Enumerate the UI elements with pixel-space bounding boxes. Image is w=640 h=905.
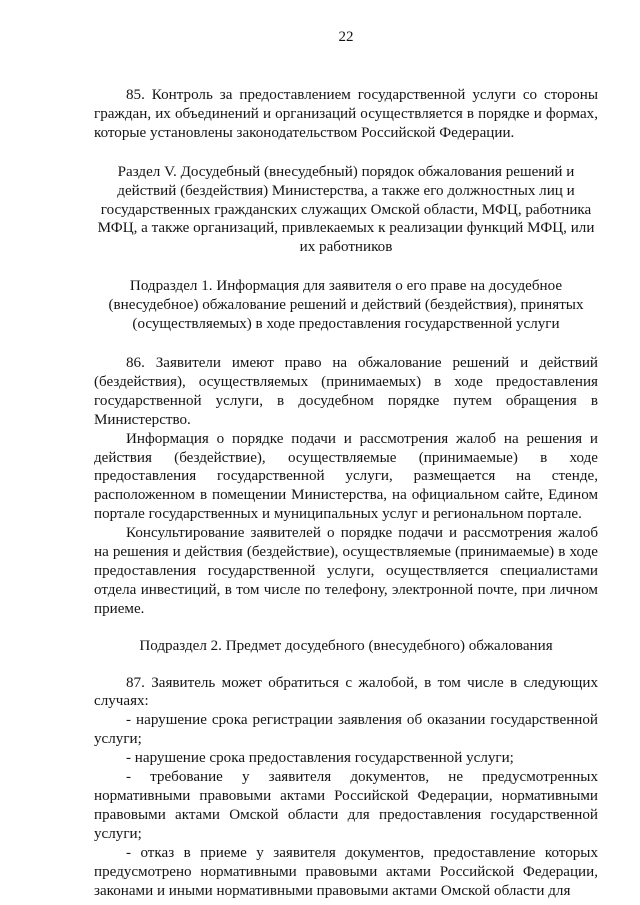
list-item: - нарушение срока предоставления государственной услуги;	[126, 750, 514, 767]
section-5-heading: Раздел V. Досудебный (внесудебный) порядок обжалования решений и действий (бездействия) Министерства, а также его должностных лиц и государственных гражданских служащих Омской области, МФЦ, работника МФЦ, а также организаций, привлекаемых к реализации функций МФЦ, или их работников	[97, 163, 595, 256]
list-item: - нарушение срока регистрации заявления об оказании государственной услуги;	[94, 712, 598, 748]
page-number: 22	[338, 29, 354, 45]
list-item: - требование у заявителя документов, не предусмотренных нормативными правовыми актами Российской Федерации, нормативными правовыми актами Омской области для предоставления государственной услуги;	[94, 769, 598, 842]
paragraph-87: 87. Заявитель может обратиться с жалобой, в том числе в следующих случаях:	[94, 674, 598, 710]
list-item: - отказ в приеме у заявителя документов, предоставление которых предусмотрено нормативными правовыми актами Российской Федерации, законами и иными нормативными правовыми актами Омской области для	[94, 844, 598, 899]
paragraph-86-information: Информация о порядке подачи и рассмотрения жалоб на решения и действия (бездействие), осуществляемые (принимаемые) в ходе предоставления государственной услуги, размещается на стенде, расположенном в помещении Министерства, на официальном сайте, Едином портале государственных и муниципальных услуг и региональном портале.	[94, 430, 598, 523]
paragraph-86-consulting: Консультирование заявителей о порядке подачи и рассмотрения жалоб на решения и действия (бездействие), осуществляемые (принимаемые) в ходе предоставления государственной услуги, осуществляется специалистами отдела инвестиций, в том числе по телефону, электронной почте, при личном приеме.	[94, 525, 598, 617]
document-body	[94, 86, 598, 900]
subsection-2-heading: Подраздел 2. Предмет досудебного (внесудебного) обжалования	[139, 637, 553, 654]
subsection-1-heading: Подраздел 1. Информация для заявителя о его праве на досудебное (внесудебное) обжалование решений и действий (бездействия), принятых (осуществляемых) в ходе предоставления государственной услуги	[108, 278, 584, 333]
paragraph-86: 86. Заявители имеют право на обжалование решений и действий (бездействия), осуществляемых (принимаемых) в ходе предоставления государственной услуги, в досудебном порядке путем обращения в Министерство.	[94, 354, 598, 428]
paragraph-85: 85. Контроль за предоставлением государственной услуги со стороны граждан, их объединений и организаций осуществляется в порядке и формах, которые установлены законодательством Российской Федерации.	[94, 87, 598, 141]
